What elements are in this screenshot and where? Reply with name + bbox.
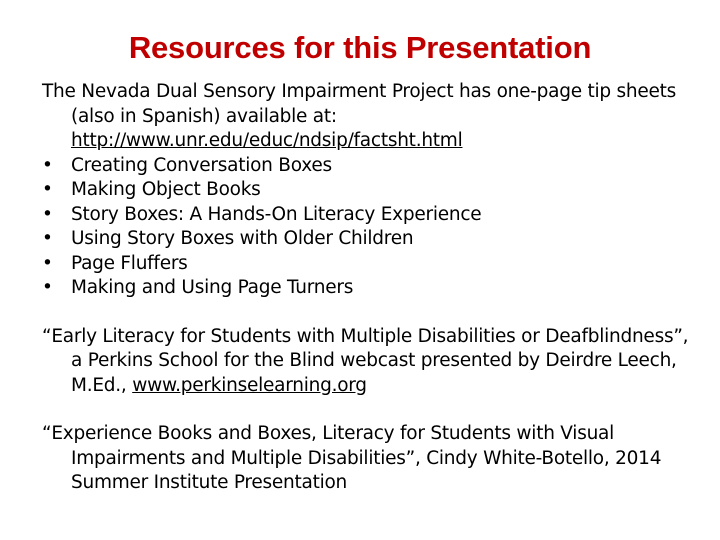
perkins-webcast-text: “Early Literacy for Students with Multiple Disabilities or Deafblindness”, a Perkins School for the Blind webcast presented by Deirdre Leech, M.Ed., [42,325,689,396]
bullet-icon: • [42,203,53,225]
list-item-label: Using Story Boxes with Older Children [71,228,414,249]
spacer [42,398,702,422]
intro-text: The Nevada Dual Sensory Impairment Project has one-page tip sheets (also in Spanish) available at: [42,81,677,127]
list-item [42,178,702,203]
slide-title: Resources for this Presentation [128,30,592,65]
bullet-icon: • [42,277,53,298]
experience-books-paragraph: “Experience Books and Boxes, Literacy for Students with Visual Impairments and Multiple Disabilities”, Cindy White-Botello, 2014 Summer Institute Presentation [42,423,662,493]
intro-paragraph [42,80,702,154]
list-item [42,276,702,301]
list-item [42,203,702,228]
tip-sheet-list [42,154,702,301]
list-item [42,154,702,179]
slide-body [42,80,702,496]
perkins-elearning-link[interactable]: www.perkinselearning.org [132,374,367,396]
list-item-label: Creating Conversation Boxes [71,154,332,176]
bullet-icon: • [42,179,53,200]
bullet-icon: • [42,252,53,274]
list-item-label: Making Object Books [71,179,261,200]
ndsip-factsheet-link[interactable]: http://www.unr.edu/educ/ndsip/factsht.html [71,130,463,151]
list-item-label: Page Fluffers [71,252,188,274]
list-item [42,252,702,277]
list-item-label: Making and Using Page Turners [71,277,354,298]
bullet-icon: • [42,228,53,249]
list-item-label: Story Boxes: A Hands-On Literacy Experience [71,203,482,225]
bullet-icon: • [42,154,53,176]
perkins-webcast-paragraph [42,325,702,399]
list-item [42,227,702,252]
spacer [42,301,702,325]
